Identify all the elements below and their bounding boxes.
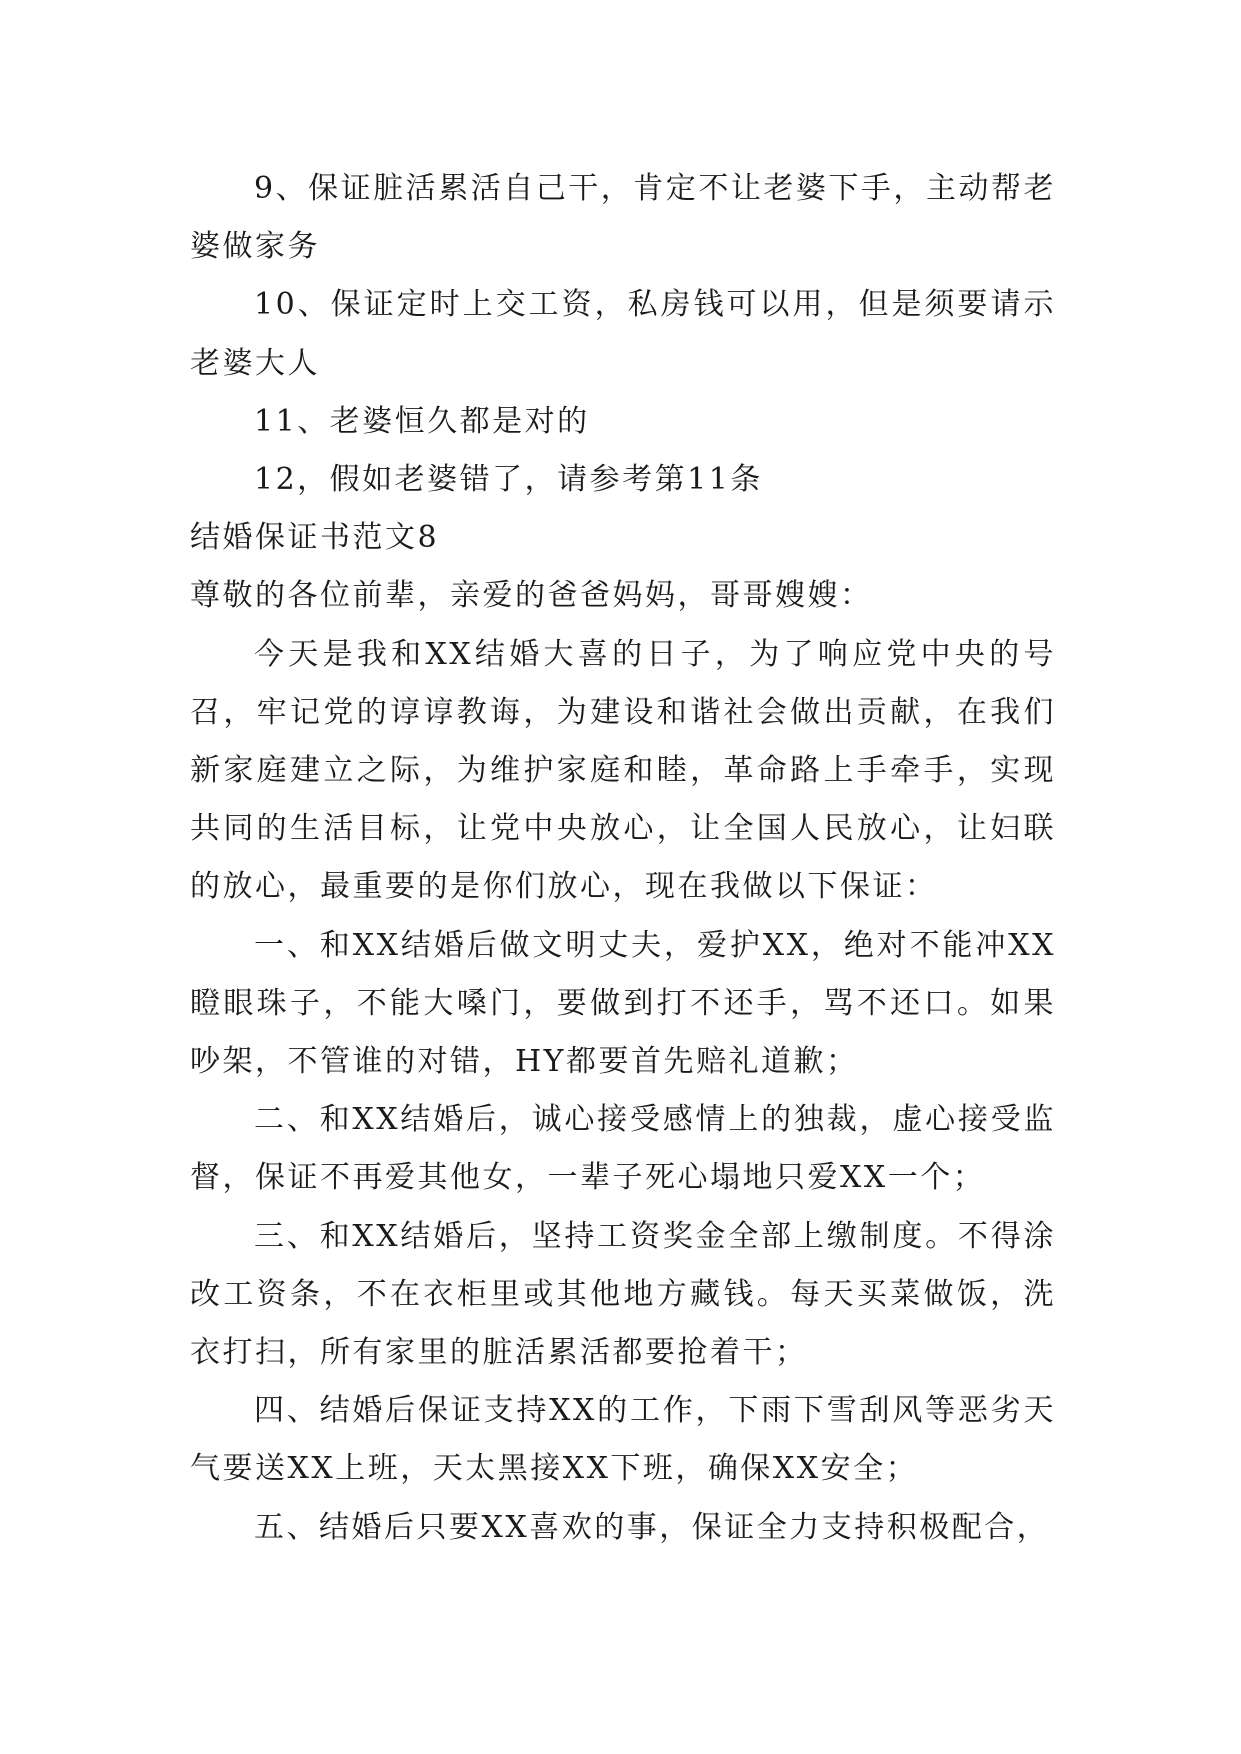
document-body [190, 160, 1056, 1557]
paragraph-intro: 今天是我和XX结婚大喜的日子，为了响应党中央的号召，牢记党的谆谆教诲，为建设和谐社会做出贡献，在我们新家庭建立之际，为维护家庭和睦，革命路上手牵手，实现共同的生活目标，让党中央放心，让全国人民放心，让妇联的放心，最重要的是你们放心，现在我做以下保证： [190, 636, 1056, 905]
paragraph-pledge-1: 一、和XX结婚后做文明丈夫，爱护XX，绝对不能冲XX瞪眼珠子，不能大嗓门，要做到打不还手，骂不还口。如果吵架，不管谁的对错，HY都要首先赔礼道歉； [190, 927, 1056, 1080]
paragraph-item-12: 12，假如老婆错了，请参考第11条 [254, 462, 763, 498]
section-heading: 结婚保证书范文8 [190, 520, 440, 556]
paragraph-pledge-3: 三、和XX结婚后，坚持工资奖金全部上缴制度。不得涂改工资条，不在衣柜里或其他地方藏钱。每天买菜做饭，洗衣打扫，所有家里的脏活累活都要抢着干； [190, 1218, 1056, 1371]
paragraph-item-11: 11、老婆恒久都是对的 [254, 403, 590, 439]
paragraph-item-9: 9、保证脏活累活自己干，肯定不让老婆下手，主动帮老婆做家务 [190, 171, 1056, 265]
paragraph-pledge-2: 二、和XX结婚后，诚心接受感情上的独裁，虚心接受监督，保证不再爱其他女，一辈子死心塌地只爱XX一个； [190, 1102, 1056, 1196]
salutation: 尊敬的各位前辈，亲爱的爸爸妈妈，哥哥嫂嫂： [190, 578, 873, 614]
paragraph-pledge-5: 五、结婚后只要XX喜欢的事，保证全力支持积极配合， [254, 1509, 1050, 1545]
paragraph-pledge-4: 四、结婚后保证支持XX的工作，下雨下雪刮风等恶劣天气要送XX上班，天太黑接XX下班，确保XX安全； [190, 1393, 1056, 1487]
paragraph-item-10: 10、保证定时上交工资，私房钱可以用，但是须要请示老婆大人 [190, 287, 1056, 381]
